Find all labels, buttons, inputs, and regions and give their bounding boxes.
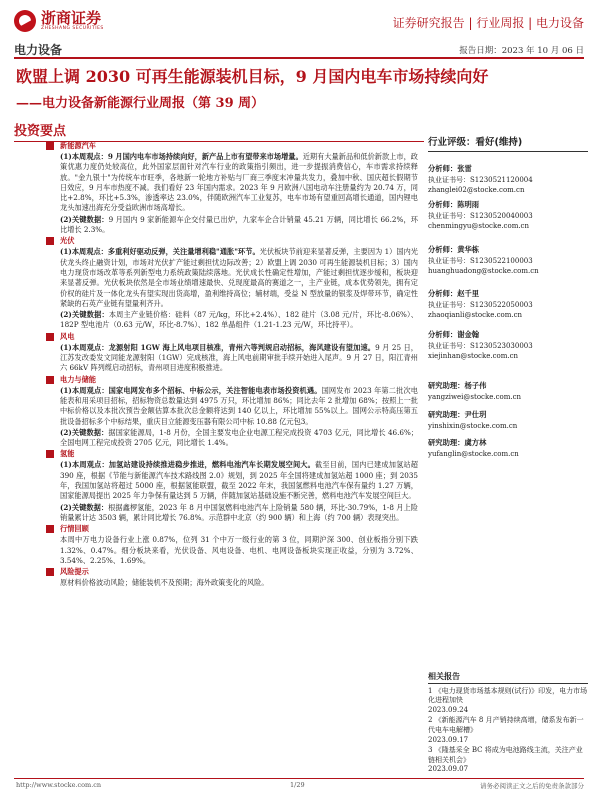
main-content <box>60 141 418 589</box>
analyst-line <box>428 330 588 341</box>
analyst-role: 分析师： <box>428 289 458 298</box>
analyst-card <box>428 245 588 277</box>
footer-rule <box>14 778 584 779</box>
related-report-title: 2 《新能源汽车 8 月产销持续高增，储系发布新一代电车电解槽》 <box>428 716 584 734</box>
section-header <box>60 524 418 535</box>
section-bullet-icon <box>46 142 54 150</box>
related-report-item[interactable] <box>428 687 588 716</box>
paragraph-lead: (2)关键数据： <box>60 427 109 437</box>
section-title: 风电 <box>60 331 75 341</box>
analyst-role: 研究助理： <box>428 438 465 447</box>
analyst-name: 谢金翰 <box>457 330 480 339</box>
analyst-name: 张雷 <box>457 164 472 173</box>
paragraph-body: 9 月 25 日，江苏发改委发文同能龙源射阳（1GW）完成核准，海上风电前期审批手续开始进入尾声。9 月 27 日，阳江青州六 66kV 阵列缆启动招标，青州项目进度积极推进。 <box>60 342 418 373</box>
report-type: 证券研究报告 | 行业周报 | 电力设备 <box>392 16 584 30</box>
paragraph-body: 本周主产业链价格：硅料（87 元/kg，环比+2.4%）、182 硅片（3.08 元/片，环比-8.06%）、182P 型电池片（0.63 元/W，环比-8.7%）、182 单晶组件（1.21-1.23 元/W，环比持平）。 <box>60 310 418 330</box>
section-header <box>60 141 418 152</box>
paragraph-body: 原材料价格波动风险；储能装机不及预期；海外政策变化的风险。 <box>60 578 269 588</box>
section-header <box>60 236 418 247</box>
related-heading: 相关报告 <box>428 672 588 684</box>
analyst-name: 虞方林 <box>464 438 487 447</box>
paragraph-lead: (1)本周观点：9 月国内电车市场持续向好，新产品上市有望带来市场增量。 <box>60 152 303 161</box>
section-paragraph <box>60 310 418 331</box>
analyst-email[interactable]: yangziwei@stocke.com.cn <box>428 392 521 401</box>
section-bullet-icon <box>46 450 54 458</box>
related-report-item[interactable] <box>428 716 588 745</box>
paragraph-body: 9 月国内 9 家新能源车企交付量已出炉，九家车企合计销量 45.21 万辆，同比增长 66.2%，环比增长 2.3%。 <box>60 214 418 235</box>
related-report-title: 1 《电力现货市场基本规则(试行)》印发，电力市场化进程加快 <box>428 686 588 705</box>
related-report-title: 3 《隆基采全 BC 将成为电池路线主流，关注产业链相关机会》 <box>428 746 583 764</box>
analyst-cert: 执业证书号：S1230523030003 <box>428 341 533 350</box>
paragraph-body: 截至目前，国内已建成加氢站超 390 座，根据《节能与新能源汽车技术路线图 2.0》规划，到 2025 年全国将建成加氢站超 1000 座；到 2035 年，我国加氢站将超过 5000 座，根据氢能联盟，截至 2022 年末，我国氢燃料电池汽车保有量约 1.27 万辆，国家能源局提出 2025 年力争保有量达到 5 万辆，伴随加氢站基础设施不断完善，燃料电池汽车发展空间巨大。 <box>60 460 418 501</box>
section-header <box>60 332 418 343</box>
analyst-line <box>428 410 588 421</box>
paragraph-body: 本周中万电力设备行业上涨 0.87%，位列 31 个中万一级行业的第 3 位，同期沪深 300、创业板指分别下跌 1.32%、0.47%。细分板块来看，光伏设备、风电设备、电机、电网设备板块实现正收益，分别为 3.72%、3.54%、2.25%、1.69%。 <box>60 535 418 565</box>
related-report-date: 2023.09.07 <box>428 765 469 774</box>
paragraph-lead: (1)本周观点：多重利好驱动反弹，关注量增利稳"通胀"环节。 <box>60 247 260 257</box>
analyst-name: 黄华栋 <box>457 245 480 254</box>
section-bullet-icon <box>46 237 54 245</box>
summary-heading: 投资要点 <box>14 120 424 142</box>
analyst-line <box>428 381 588 392</box>
section-title: 光伏 <box>60 236 75 246</box>
analyst-line <box>428 245 588 256</box>
report-title: 欧盟上调 2030 可再生能源装机目标，9 月国内电车市场持续向好 <box>16 67 489 86</box>
analyst-email[interactable]: yinshixin@stocke.com.cn <box>428 421 518 430</box>
analyst-email[interactable]: zhanglei02@stocke.com.cn <box>428 186 525 194</box>
paragraph-lead: (2)关键数据： <box>60 502 109 512</box>
analyst-line <box>428 164 588 175</box>
related-report-item[interactable] <box>428 746 588 775</box>
analyst-line <box>428 289 588 300</box>
analyst-name: 尹仕玥 <box>464 410 487 419</box>
footer-url[interactable]: http://www.stocke.com.cn <box>16 781 102 789</box>
section-paragraph <box>60 152 418 214</box>
section-title: 氢能 <box>60 449 75 459</box>
section-bullet-icon <box>46 525 54 533</box>
analyst-card <box>428 164 588 196</box>
analyst-cert: 执业证书号：S1230520040003 <box>428 211 533 220</box>
paragraph-body: 据国家能源局，1-8 月份，全国主要发电企业电源工程完成投资 4703 亿元，同比增长 46.6%；全国电网工程完成投资 2705 亿元，同比增长 1.4%。 <box>60 427 418 448</box>
analyst-cert: 执业证书号：S1230522100003 <box>428 256 533 265</box>
paragraph-lead: (1)本周观点：龙源射阳 1GW 海上风电项目核准，青州六等判规启动招标，海风建设有望加速。 <box>60 342 376 352</box>
section-paragraph <box>60 503 418 524</box>
analyst-card <box>428 410 588 431</box>
section-bullet-icon <box>46 376 54 384</box>
analyst-cert: 执业证书号：S1230521120004 <box>428 175 533 184</box>
paragraph-body: 光伏板块节前迎来显著反弹，主要因为 1）国内光伏龙头终止融资计划，市场对光伏扩产能过剩担忧边际改善；2）欧盟上调 2030 可再生能源装机目标；3）国内电力现货市场改革等系列新型电力系统政策陆续落地。光伏成长性确定性增加，产能过剩担忧逐步缓和，板块迎来显著反弹。光伏板块依然是全市场业绩增速最快、兑现度最高的赛道之一，主产业链，成本优势领先，拥有定价权的硅片及一体化龙头有望实现出货高增，盈利维持高位；辅材端，受益 N 型放量的银浆及焊带环节，确定性紧缺的石英产业链有望量利齐升。 <box>60 247 418 308</box>
analyst-email[interactable]: yufanglin@stocke.com.cn <box>428 449 519 458</box>
logo-mark-icon <box>14 10 36 32</box>
related-reports <box>428 672 588 776</box>
section-paragraph <box>60 215 418 236</box>
paragraph-body: 国网发布 2023 年第二批次电能表和用采项目招标，招标物资总数量达到 4975 万只，环比增加 86%；同比去年 2 批增加 68%；按照上一批中标价格以及本批次预告金额估算本批次总金额将达到 140 亿以上，环比增加 55%以上。国网公示特高压第五批设备招标多个中标结果，重庆目立能源变压器有限公司中标 10.88 亿元包3。 <box>60 385 418 426</box>
analyst-card <box>428 438 588 459</box>
analyst-email[interactable]: zhaoqianli@stocke.com.cn <box>428 311 523 319</box>
section-paragraph <box>60 247 418 309</box>
section-label: 电力设备 <box>14 43 63 57</box>
section-title: 行情回顾 <box>60 524 89 534</box>
section-paragraph <box>60 578 418 588</box>
analyst-card <box>428 381 588 402</box>
section-title: 风险提示 <box>60 567 89 577</box>
industry-rating: 行业评级：看好(维持) <box>428 134 588 152</box>
page-number: 1/29 <box>290 781 305 789</box>
paragraph-lead: (2)关键数据： <box>60 310 109 320</box>
analyst-cert: 执业证书号：S1230522050003 <box>428 300 533 309</box>
footer-disclaimer: 请务必阅读正文之后的免责条款部分 <box>480 782 584 790</box>
related-report-date: 2023.09.24 <box>428 705 469 714</box>
analyst-name: 赵千里 <box>457 289 480 298</box>
analyst-role: 研究助理： <box>428 410 465 419</box>
section-bullet-icon <box>46 333 54 341</box>
section-paragraph <box>60 343 418 374</box>
analyst-email[interactable]: huanghuadong@stocke.com.cn <box>428 267 539 275</box>
analyst-card <box>428 289 588 321</box>
paragraph-body: 根据鑫椤氢能，2023 年 8 月中国氢燃料电池汽车上险销量 580 辆，环比-30.79%，1-8 月上险销量累计达 3503 辆，累计同比增长 76.8%。示范群中北京（约 900 辆）和上海（约 700 辆）表现突出。 <box>60 502 418 522</box>
analyst-name: 陈明雨 <box>457 200 480 209</box>
analyst-name: 杨子伟 <box>464 381 487 390</box>
section-paragraph <box>60 460 418 501</box>
analyst-role: 分析师： <box>428 164 458 173</box>
section-paragraph <box>60 386 418 427</box>
analyst-role: 研究助理： <box>428 381 465 390</box>
paragraph-lead: (1)本周观点：国家电网发布多个招标、中标公示，关注智能电表市场投资机遇。 <box>60 385 322 395</box>
section-header <box>60 449 418 460</box>
analyst-line <box>428 200 588 211</box>
section-title: 新能源汽车 <box>60 141 96 150</box>
analyst-card <box>428 330 588 362</box>
section-bullet-icon <box>46 568 54 576</box>
report-date: 报告日期：2023 年 10 月 06 日 <box>459 46 584 56</box>
paragraph-lead: (2)关键数据： <box>60 214 109 224</box>
analyst-role: 分析师： <box>428 200 458 209</box>
brand-name: 浙商证券 <box>41 9 102 27</box>
report-subtitle: ——电力设备新能源行业周报（第 39 周） <box>16 96 265 111</box>
analyst-email[interactable]: xiejinhan@stocke.com.cn <box>428 352 519 360</box>
paragraph-lead: (1)本周观点：加氢站建设持续推进稳步推进，燃料电池汽车长期发展空间大。 <box>60 460 316 470</box>
section-header <box>60 567 418 578</box>
section-title: 电力与储能 <box>60 374 96 384</box>
brand-logo <box>14 10 104 32</box>
brand-sub: ZHESHANG SECURITIES <box>41 26 104 31</box>
section-paragraph <box>60 535 418 566</box>
related-report-date: 2023.09.17 <box>428 735 469 744</box>
section-header <box>60 375 418 386</box>
analyst-card <box>428 200 588 232</box>
analyst-line <box>428 438 588 449</box>
analyst-role: 分析师： <box>428 330 458 339</box>
section-paragraph <box>60 428 418 449</box>
analyst-role: 分析师： <box>428 245 458 254</box>
analyst-email[interactable]: chenmingyu@stocke.com.cn <box>428 222 529 230</box>
paragraph-body: 近期有大量新品和低价新款上市，政策优惠力度仍处较高位，此外国家层面针对汽车行业的政策指引频出，进一步提振消费信心，车市需求持续释放。"金九银十"为传统车市旺季，各地新一轮地方补贴与厂商三季度末冲量共发力，叠加中秋、国庆超长假期节日效应，9 月车市热度不减。我们看好 23 年国内需求。2023 年 9 月欧洲八国电动车注册量约为 20.74 万，同比+2.8%，环比+5.3%，渗透率达 23.0%，伴随欧洲汽车工业复苏，电车市场有望重回高增长通道，国内锂电龙头加速出海充分受益欧洲市场高增长。 <box>60 152 418 213</box>
